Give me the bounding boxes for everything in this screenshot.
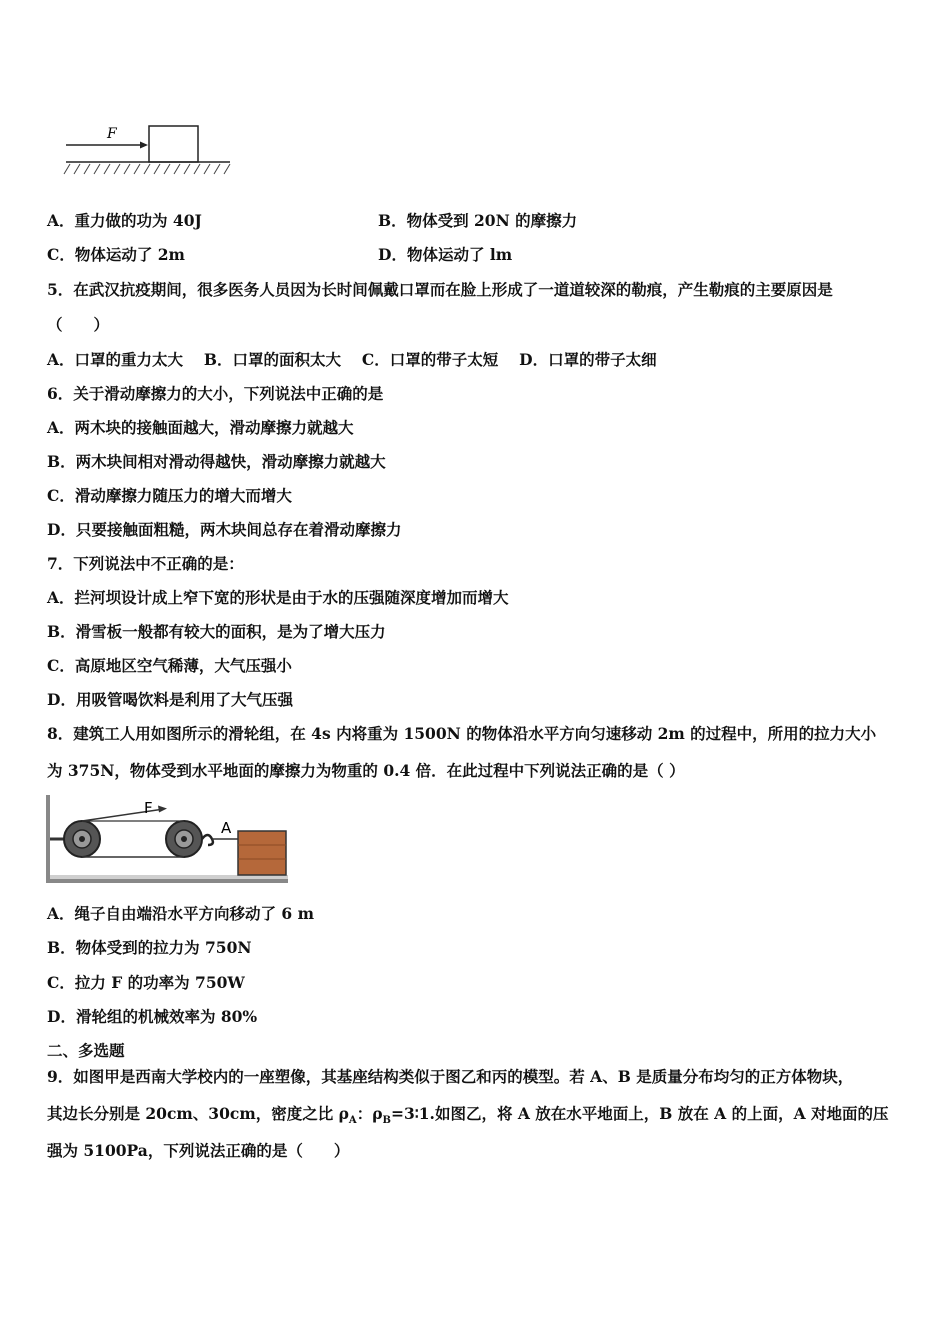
q6-option-d: D．只要接触面粗糙，两木块间总存在着滑动摩擦力	[47, 520, 402, 539]
q4-option-c: C．物体运动了 2m	[47, 245, 185, 264]
floor	[46, 879, 288, 883]
q6-option-c: C．滑动摩擦力随压力的增大而增大	[47, 486, 292, 505]
q7-option-b: B．滑雪板一般都有较大的面积，是为了增大压力	[47, 622, 386, 641]
q5-stem-line1: 5．在武汉抗疫期间，很多医务人员因为长时间佩戴口罩而在脸上形成了一道道较深的勒痕，产生勒痕的主要原因是	[47, 280, 833, 299]
pull-arrow-head	[158, 806, 167, 813]
force-arrow-head	[140, 142, 148, 149]
q5-stem-line2: （ ）	[47, 315, 110, 334]
q4-option-b: B．物体受到 20N 的摩擦力	[378, 211, 578, 230]
q5-options: A．口罩的重力太大 B．口罩的面积太大 C．口罩的带子太短 D．口罩的带子太细	[47, 350, 657, 369]
q8-option-a: A．绳子自由端沿水平方向移动了 6 m	[47, 904, 315, 923]
left-wall	[46, 795, 50, 881]
q8-option-d: D．滑轮组的机械效率为 80%	[47, 1007, 258, 1026]
q9-stem2-mid: ：ρ	[356, 1104, 383, 1123]
q9-stem2-pre: 其边长分别是 20cm、30cm，密度之比 ρ	[47, 1104, 349, 1123]
block	[149, 126, 198, 162]
figure-block-force	[58, 118, 238, 180]
q6-option-b: B．两木块间相对滑动得越快，滑动摩擦力就越大	[47, 452, 386, 471]
q4-option-d: D．物体运动了 lm	[378, 245, 513, 264]
q9-sub-b: B	[382, 1115, 391, 1127]
q8-option-b: B．物体受到的拉力为 750N	[47, 938, 252, 957]
wooden-block	[238, 831, 286, 875]
pull-force-label: F	[144, 799, 153, 817]
q9-sub-a: A	[348, 1115, 357, 1127]
figure-pulley-system	[46, 795, 290, 887]
q6-stem: 6．关于滑动摩擦力的大小，下列说法中正确的是	[47, 384, 384, 403]
q8-option-c: C．拉力 F 的功率为 750W	[47, 973, 245, 992]
q4-option-a: A．重力做的功为 40J	[47, 211, 202, 230]
point-a-label: A	[221, 819, 232, 837]
force-label: F	[107, 126, 117, 142]
ground-hatching	[64, 164, 230, 174]
q6-option-a: A．两木块的接触面越大，滑动摩擦力就越大	[47, 418, 354, 437]
q7-option-c: C．高原地区空气稀薄，大气压强小	[47, 656, 292, 675]
section-title: 二、多选题	[47, 1041, 125, 1060]
q9-stem-line3: 强为 5100Pa，下列说法正确的是（ ）	[47, 1141, 350, 1160]
q7-option-d: D．用吸管喝饮料是利用了大气压强	[47, 690, 293, 709]
q8-stem-line1: 8．建筑工人用如图所示的滑轮组，在 4s 内将重为 1500N 的物体沿水平方向匀速移动 2m 的过程中，所用的拉力大小	[47, 724, 877, 743]
hook	[202, 835, 213, 845]
q7-stem: 7．下列说法中不正确的是：	[47, 554, 244, 573]
q9-stem-line1: 9．如图甲是西南大学校内的一座塑像，其基座结构类似于图乙和丙的模型。若 A、B 是质量分布均匀的正方体物块，	[47, 1067, 854, 1086]
q9-stem-line2	[47, 1104, 889, 1131]
q7-option-a: A．拦河坝设计成上窄下宽的形状是由于水的压强随深度增加而增大	[47, 588, 509, 607]
q8-stem-line2: 为 375N，物体受到水平地面的摩擦力为物重的 0.4 倍．在此过程中下列说法正确的是（ ）	[47, 761, 685, 780]
q9-stem2-post: =3∶1.如图乙，将 A 放在水平地面上，B 放在 A 的上面，A 对地面的压	[390, 1104, 889, 1123]
